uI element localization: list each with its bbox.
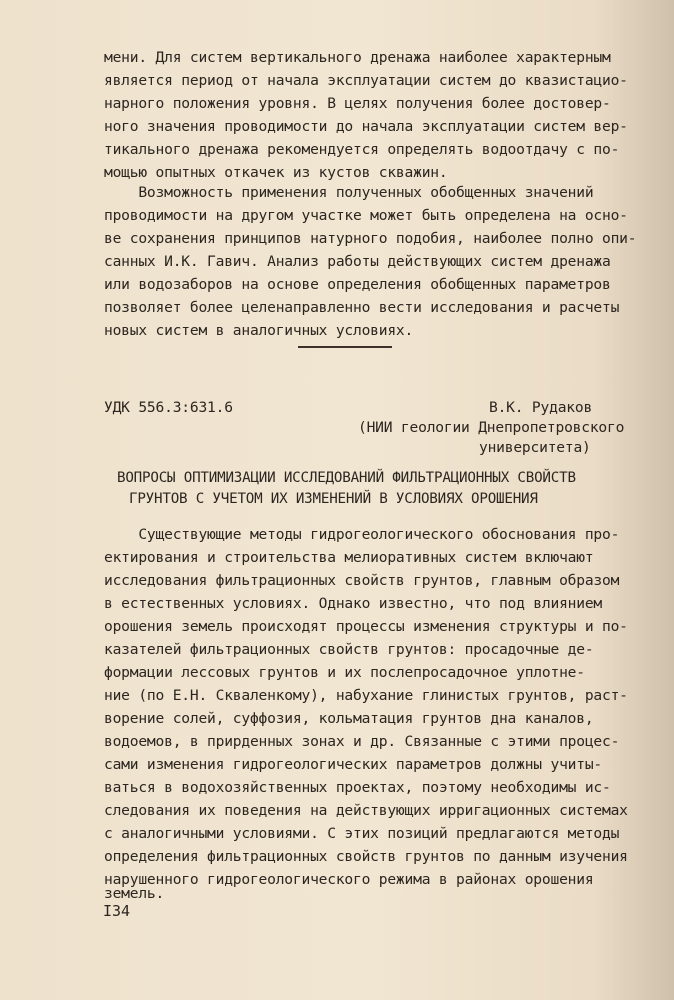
text-line: с аналогичными условиями. С этих позиций предлагаются методы — [104, 825, 620, 842]
text-line: ного значения проводимости до начала эксплуатации систем вер- — [104, 118, 628, 135]
text-line: казателей фильтрационных свойств грунтов: просадочные де- — [104, 641, 594, 658]
text-line: ние (по Е.Н. Скваленкому), набухание глинистых грунтов, раст- — [104, 687, 628, 704]
author-affiliation: (НИИ геологии Днепропетровского — [358, 419, 625, 436]
text-line: ворение солей, суффозия, кольматация грунтов дна каналов, — [104, 710, 594, 727]
page-number: I34 — [103, 902, 131, 920]
text-line: нарного положения уровня. В целях получения более достовер- — [104, 95, 611, 112]
text-line: следования их поведения на действующих ирригационных системах — [104, 802, 628, 819]
article-title: ГРУНТОВ С УЧЕТОМ ИХ ИЗМЕНЕНИЙ В УСЛОВИЯХ ОРОШЕНИЯ — [129, 491, 538, 507]
text-line: орошения земель происходят процессы изменения структуры и по- — [104, 618, 628, 635]
text-line: санных И.К. Гавич. Анализ работы действующих систем дренажа — [104, 253, 611, 270]
text-line: Существующие методы гидрогеологического обоснования про- — [104, 526, 620, 543]
text-line: ектирования и строительства мелиоративных систем включают — [104, 549, 594, 566]
text-line: водоемов, в прирденных зонах и др. Связанные с этими процес- — [104, 733, 620, 750]
text-line: исследования фильтрационных свойств грунтов, главным образом — [104, 572, 620, 589]
text-line: Возможность применения полученных обобщенных значений — [104, 184, 594, 201]
text-line: является период от начала эксплуатации систем до квазистацио- — [104, 72, 628, 89]
text-line: новых систем в аналогичных условиях. — [104, 322, 414, 339]
text-line: ваться в водохозяйственных проектах, поэтому необходимы ис- — [104, 779, 611, 796]
text-line: сами изменения гидрогеологических параметров должны учиты- — [104, 756, 602, 773]
text-line: позволяет более целенаправленно вести исследования и расчеты — [104, 299, 620, 316]
text-line: определения фильтрационных свойств грунтов по данным изучения — [104, 848, 628, 865]
section-divider — [298, 346, 392, 348]
text-line: нарушенного гидрогеологического режима в районах орошения — [104, 871, 594, 888]
text-line: или водозаборов на основе определения обобщенных параметров — [104, 276, 611, 293]
author-affiliation: университета) — [479, 439, 591, 456]
text-line: мощью опытных откачек из кустов скважин. — [104, 164, 448, 181]
article-title: ВОПРОСЫ ОПТИМИЗАЦИИ ИССЛЕДОВАНИЙ ФИЛЬТРАЦИОННЫХ СВОЙСТВ — [117, 470, 576, 486]
text-line: в естественных условиях. Однако известно, что под влиянием — [104, 595, 602, 612]
text-line: формации лессовых грунтов и их послепросадочное уплотне- — [104, 664, 585, 681]
text-line: проводимости на другом участке может быть определена на осно- — [104, 207, 628, 224]
text-line: мени. Для систем вертикального дренажа наиболее характерным — [104, 49, 611, 66]
text-line: земель. — [104, 885, 165, 902]
author-name: В.К. Рудаков — [489, 399, 593, 416]
text-line: ве сохранения принципов натурного подобия, наиболее полно опи- — [104, 230, 637, 247]
udk-code: УДК 556.3:631.6 — [104, 399, 233, 416]
text-line: тикального дренажа рекомендуется определять водоотдачу с по- — [104, 141, 620, 158]
